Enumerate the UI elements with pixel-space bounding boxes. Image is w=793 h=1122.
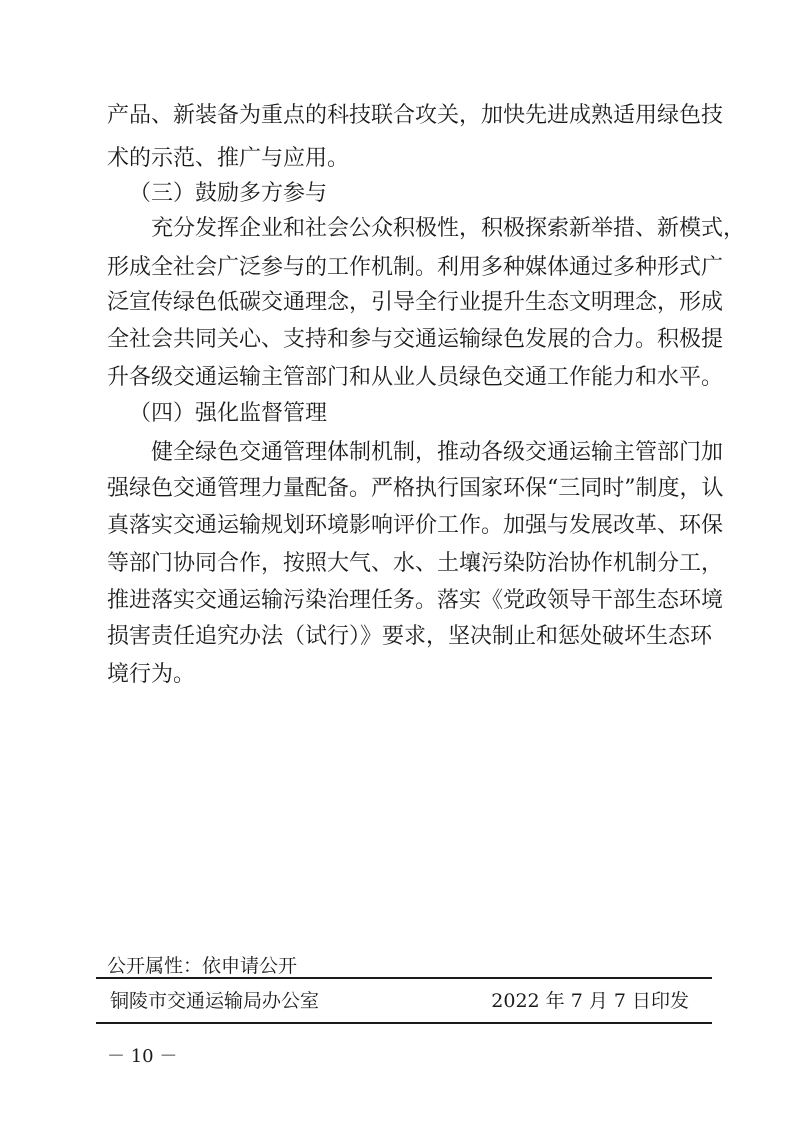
paragraph-line: 强绿色交通管理力量配备。严格执行国家环保“三同时”制度，认 [107, 476, 724, 501]
paragraph-line: 升各级交通运输主管部门和从业人员绿色交通工作能力和水平。 [107, 365, 724, 390]
paragraph-line: 损害责任追究办法（试行）》要求，坚决制止和惩处破坏生态环 [107, 624, 713, 649]
paragraph-line: 真落实交通运输规划环境影响评价工作。加强与发展改革、环保 [107, 513, 724, 538]
paragraph-line: 全社会共同关心、支持和参与交通运输绿色发展的合力。积极提 [107, 327, 724, 352]
disclosure-attribute: 公开属性：依申请公开 [107, 955, 298, 977]
page-number: － 10 － [107, 1046, 178, 1067]
paragraph-line: 境行为。 [107, 662, 196, 687]
section-heading: （四）强化监督管理 [129, 401, 328, 426]
paragraph-line: 形成全社会广泛参与的工作机制。利用多种媒体通过多种形式广 [107, 255, 724, 280]
paragraph-line: 术的示范、推广与应用。 [107, 146, 350, 171]
paragraph-line: 推进落实交通运输污染治理任务。落实《党政领导干部生态环境 [107, 588, 724, 613]
issue-date: 2022 年 7 月 7 日印发 [491, 990, 689, 1012]
issuing-office: 铜陵市交通运输局办公室 [110, 990, 320, 1012]
footer-rule-bottom [96, 1022, 712, 1024]
paragraph-line: 产品、新装备为重点的科技联合攻关，加快先进成熟适用绿色技 [107, 103, 724, 128]
paragraph-line: 等部门协同合作，按照大气、水、土壤污染防治协作机制分工， [107, 551, 724, 576]
paragraph-line: 泛宣传绿色低碳交通理念，引导全行业提升生态文明理念，形成 [107, 290, 724, 315]
footer-rule-top [96, 977, 712, 979]
paragraph-line: 健全绿色交通管理体制机制，推动各级交通运输主管部门加 [151, 440, 724, 465]
section-heading: （三）鼓励多方参与 [129, 181, 328, 206]
paragraph-line: 充分发挥企业和社会公众积极性，积极探索新举措、新模式， [151, 216, 746, 241]
